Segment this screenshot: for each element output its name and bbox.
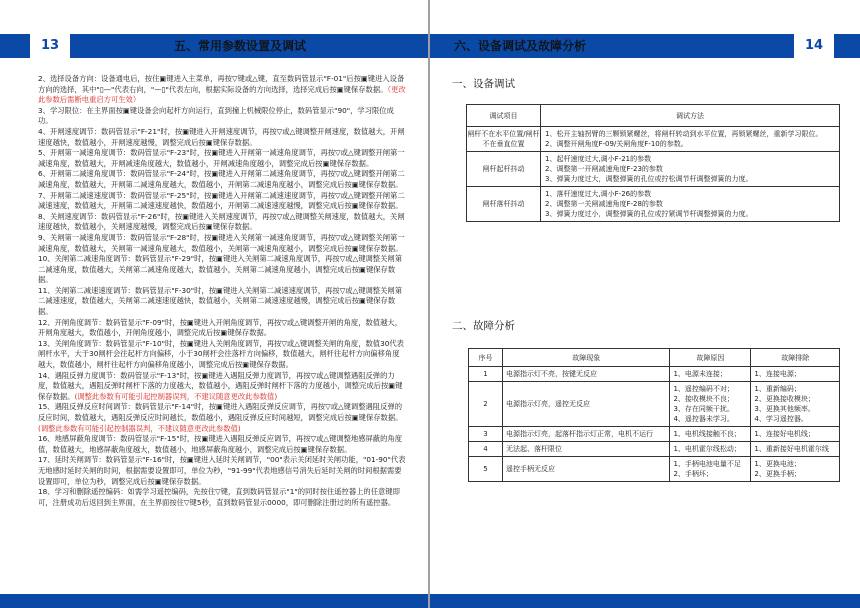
- debug-item: 闸杆不在水平位置/闸杆不在垂直位置: [467, 127, 541, 152]
- instruction-text: 15、遇阻反弹反应时间调节：数码管显示"F-14"时，按▣键进入遇阻反弹反应调节，再按▽或△键调整遇阻反弹的反应时间，数值越大，遇阻反弹反应时间越长，数值越小，遇阻反弹反应时间越短，调整完成后按▣键保存数据。: [38, 402, 403, 422]
- fault-fix-line: 4、学习遥控器。: [754, 415, 808, 423]
- instruction-item: [38, 127, 406, 148]
- fault-symptom: 电源指示灯亮，起落杆指示灯正常，电机不运行: [503, 427, 670, 442]
- debug-header-item: 调试项目: [467, 105, 541, 127]
- fault-no: 2: [469, 382, 503, 427]
- instruction-text: 16、地感屏蔽角度调节：数码管显示"F-15"时，按▣键进入遇阻反弹反应调节，再按▽或△键调整地感屏蔽的角度值，数值越大，地感屏蔽角度越大，数值越小，地感屏蔽角度越小，调整完成后按▣键保存数据。: [38, 434, 402, 454]
- fault-cause-line: 3、存在同频干扰。: [673, 405, 734, 413]
- instruction-text: 11、关闸第二减速速度调节：数码管显示"F-30"时，按▣键进入关闸第二减速速度调节，再按▽或△键调整关闸第二减速速度，数值越大，关闸第二减速速度越快，数值越小，关闸第二减速速度越慢，调整完成后按▣键保存数据。: [38, 285, 402, 317]
- fault-fix-line: 1、重新编码；: [754, 385, 801, 393]
- instruction-item: [38, 339, 406, 371]
- debug-item: 闸杆落杆抖动: [467, 187, 541, 222]
- instruction-text: 9、关闸第一减速角度调节：数码管显示"F-28"时，按▣键进入关闸第一减速角度调节，再按▽或△键调整关闸第一减速角度，数值越大，关闸第一减速角度越大，数值越小，关闸第一减速角度越小，调整完成后按▣键保存数据。: [38, 232, 405, 253]
- instruction-text: 4、开闸速度调节：数码管显示"F-21"时，按▣键进入开闸速度调节，再按▽或△键调整开闸速度，数值越大，开闸速度越快，数值越小，开闸速度越慢，调整完成后按▣键保存数据。: [38, 126, 405, 147]
- fault-cause: [670, 442, 751, 457]
- fault-cause: [670, 367, 751, 382]
- instruction-text: 12、开闸角度调节：数码管显示"F-09"时，按▣键进入开闸角度调节，再按▽或△键调整开闸的角度，数值越大，开闸角度越大，数值越小，开闸角度越小，调整完成后按▣键保存数据。: [38, 317, 402, 338]
- instruction-warning: （更改此参数后需断电重启方可生效）: [38, 84, 406, 105]
- debug-method: [541, 127, 840, 152]
- fault-heading: 二、故障分析: [452, 320, 515, 332]
- fault-row: [469, 427, 840, 442]
- fault-cause-line: 2、接收模块不良；: [673, 395, 734, 403]
- right-footer-bar: [430, 594, 860, 608]
- instruction-text: 13、关闸角度调节：数码管显示"F-10"时，按▣键进入关闸角度调节，再按▽或△键调整关闸的角度，数值30代表闸杆水平，大于30闸杆会往起杆方向偏移，小于30闸杆会往落杆方向偏移，数值越大，闸杆往起杆方向偏移角度越大，数值越小，闸杆往起杆方向偏移角度越小，调整完成后按▣键保存数据。: [38, 338, 404, 370]
- fault-row: [469, 382, 840, 427]
- debug-row: [467, 187, 840, 222]
- instruction-item: [38, 254, 406, 286]
- instruction-item: [38, 106, 406, 127]
- right-page: [430, 0, 860, 608]
- instruction-text: 8、关闸速度调节：数码管显示"F-26"时，按▣键进入关闸速度调节，再按▽或△键调整关闸速度，数值越大，关闸速度越快，数值越小，关闸速度越慢，调整完成后按▣键保存数据。: [38, 211, 405, 232]
- fault-cause: [670, 457, 751, 482]
- left-page-title: 五、常用参数设置及调试: [174, 39, 307, 53]
- fault-cause-line: 2、手柄坏；: [673, 470, 713, 478]
- right-page-title: 六、设备调试及故障分析: [454, 39, 587, 53]
- debug-step: 3、弹簧力度过大，调整弹簧的孔位或拧松调节杆调整弹簧的力度。: [545, 175, 753, 183]
- fault-fix-line: 1、连接好电机线；: [754, 430, 815, 438]
- debug-step: 2、调整第一关闸减速角度F-28的参数: [545, 200, 663, 208]
- fault-fix-line: 3、更换其他频率。: [754, 405, 815, 413]
- instruction-text: 2、选择设备方向：设备通电后，按住▣键进入主菜单，再按▽键或△键，直至数码管显示"F-01"后按▣键进入设备方向的选择，其中"▯—"代表右向，"—▯"代表左向，根据实际设备的方向选择，选择完成后按▣键保存数据。: [38, 74, 405, 94]
- fault-no: 1: [469, 367, 503, 382]
- debug-step: 1、松开主轴拐臂的三颗锁紧螺丝，将闸杆转动到水平位置，再锁紧螺丝，重新学习限位。: [545, 130, 823, 138]
- instruction-text: 7、开闸第二减速速度调节：数码管显示"F-25"时，按▣键进入开闸第二减速速度调节，再按▽或△键调整开闸第二减速速度，数值越大，开闸第二减速速度越快，数值越小，开闸第二减速速度越慢，调整完成后按▣键保存数据。: [38, 190, 405, 211]
- debug-row: [467, 127, 840, 152]
- fault-header-cause: 故障原因: [670, 349, 751, 367]
- instruction-text: 18、学习和删除遥控编码：如需学习遥控编码，先按住▽键，直到数码管显示"1"的同时按住遥控器上的任意键即可，注册成功后返回到主界面，在主界面按住▽键5秒，直到数码管显示0000，即可删除注册过的所有遥控器。: [38, 487, 400, 507]
- fault-fix: [751, 442, 840, 457]
- debug-step: 3、弹簧力度过小，调整弹簧的孔位或拧紧调节杆调整弹簧的力度。: [545, 210, 753, 218]
- debug-method: [541, 187, 840, 222]
- debug-step: 2、调整开闸角度F-09/关闸角度F-10的参数。: [545, 140, 688, 148]
- fault-symptom: 电源指示灯不亮，按键无反应: [503, 367, 670, 382]
- instruction-item: [38, 169, 406, 190]
- instruction-text: 14、遇阻反弹力度调节：数码管显示"F-13"时，按▣键进入遇阻反弹力度调节，再按▽或△键调整遇阻反弹的力度，数值越大，遇阻反弹时闸杆下落的力度越大，数值越小，遇阻反弹时闸杆下落的力度越小，调整完成后按▣键保存数据。: [38, 370, 403, 401]
- instruction-item: [38, 212, 406, 233]
- fault-cause-line: 4、遥控器未学习。: [673, 415, 734, 423]
- instruction-text: 6、开闸第二减速角度调节：数码管显示"F-24"时，按▣键进入开闸第二减速角度调节，再按▽或△键调整开闸第二减速角度，数值越大，开闸第二减速角度越大，数值越小，开闸第二减速角度越小，调整完成后按▣键保存数据。: [38, 169, 405, 189]
- fault-cause-line: 1、手柄电池电量不足: [673, 460, 741, 468]
- fault-table: [468, 348, 840, 482]
- debug-row: [467, 152, 840, 187]
- fault-fix: [751, 427, 840, 442]
- fault-cause: [670, 427, 751, 442]
- fault-fix-line: 1、更换电池；: [754, 460, 801, 468]
- fault-row: [469, 457, 840, 482]
- fault-header-fix: 故障排除: [751, 349, 840, 367]
- instruction-warning: (调整此参数有可能引起控制器误判，不建议随意更改此参数值): [38, 423, 241, 433]
- instruction-text: 10、关闸第二减速角度调节：数码管显示"F-29"时，按▣键进入关闸第二减速角度调节，再按▽或△键调整关闸第二减速角度，数值越大，关闸第二减速角度越大，数值越小，关闸第二减速角度越小，调整完成后按▣键保存数据。: [38, 254, 402, 285]
- instruction-text: 5、开闸第一减速角度调节：数码管显示"F-23"时，按▣键进入开闸第一减速角度调节，再按▽或△键调整开闸第一减速角度，数值越大，开闸减速角度越大，数值越小，开闸减速角度越小，调整完成后按▣键保存数据。: [38, 148, 405, 168]
- fault-cause-line: 1、电源未连接；: [673, 370, 727, 378]
- fault-fix-line: 2、更换手柄；: [754, 470, 801, 478]
- debug-item: 闸杆起杆抖动: [467, 152, 541, 187]
- fault-fix-line: 1、重新接好电机霍尔线: [754, 445, 829, 453]
- instruction-text: 3、学习限位：在主界面按▣键设备会向起杆方向运行，直到撞上机械限位停止，数码管显示"90"，学习限位成功。: [38, 105, 394, 126]
- parameter-instructions: [38, 74, 406, 508]
- fault-header-symptom: 故障现象: [503, 349, 670, 367]
- instruction-item: [38, 233, 406, 254]
- fault-row: [469, 442, 840, 457]
- instruction-item: [38, 487, 406, 508]
- fault-fix: [751, 382, 840, 427]
- instruction-item: [38, 286, 406, 318]
- fault-fix: [751, 367, 840, 382]
- left-footer-bar: [0, 594, 430, 608]
- fault-fix-line: 2、更换接收模块；: [754, 395, 815, 403]
- debug-step: 2、调整第一开闸减速角度F-23的参数: [545, 165, 663, 173]
- right-page-number: 14: [794, 34, 834, 58]
- fault-cause-line: 1、遥控编码不对；: [673, 385, 734, 393]
- debug-method: [541, 152, 840, 187]
- fault-fix: [751, 457, 840, 482]
- instruction-item: [38, 371, 406, 403]
- left-page-number: 13: [30, 34, 70, 58]
- instruction-item: [38, 434, 406, 455]
- fault-symptom: 遥控手柄无反应: [503, 457, 670, 482]
- instruction-item: [38, 318, 406, 339]
- fault-header-no: 序号: [469, 349, 503, 367]
- fault-no: 5: [469, 457, 503, 482]
- instruction-item: [38, 148, 406, 169]
- fault-cause-line: 1、电机霍尔线松动；: [673, 445, 741, 453]
- instruction-item: [38, 191, 406, 212]
- fault-cause-line: 1、电机线接触不良；: [673, 430, 741, 438]
- debug-heading: 一、设备调试: [452, 78, 515, 90]
- debug-step: 1、落杆速度过大,调小F-26的参数: [545, 190, 652, 198]
- instruction-item: [38, 455, 406, 487]
- debug-header-method: 调试方法: [541, 105, 840, 127]
- fault-cause: [670, 382, 751, 427]
- instruction-item: [38, 74, 406, 106]
- instruction-text: 17、延时关闸调节：数码管显示"F-16"时，按▣键进入延时关闸调节，"00"表示关闭延时关闸功能，"01-90"代表无地感时延时关闸的时间，根据需要设置即可，单位为秒，"91-99"代表地感信号消失后延时关闸的时间根据需要设置即可，单位为秒，调整完成后按▣键保存数据。: [38, 455, 406, 486]
- fault-row: [469, 367, 840, 382]
- debug-step: 1、起杆速度过大,调小F-21的参数: [545, 155, 652, 163]
- instruction-warning: (调整此参数有可能引起控制器误判，不建议随意更改此参数值): [74, 391, 278, 401]
- fault-fix-line: 1、连接电源；: [754, 370, 801, 378]
- fault-no: 3: [469, 427, 503, 442]
- fault-no: 4: [469, 442, 503, 457]
- debug-table: [466, 104, 840, 222]
- fault-symptom: 电源指示灯亮，遥控无反应: [503, 382, 670, 427]
- instruction-item: [38, 402, 406, 434]
- fault-symptom: 无法起、落杆限位: [503, 442, 670, 457]
